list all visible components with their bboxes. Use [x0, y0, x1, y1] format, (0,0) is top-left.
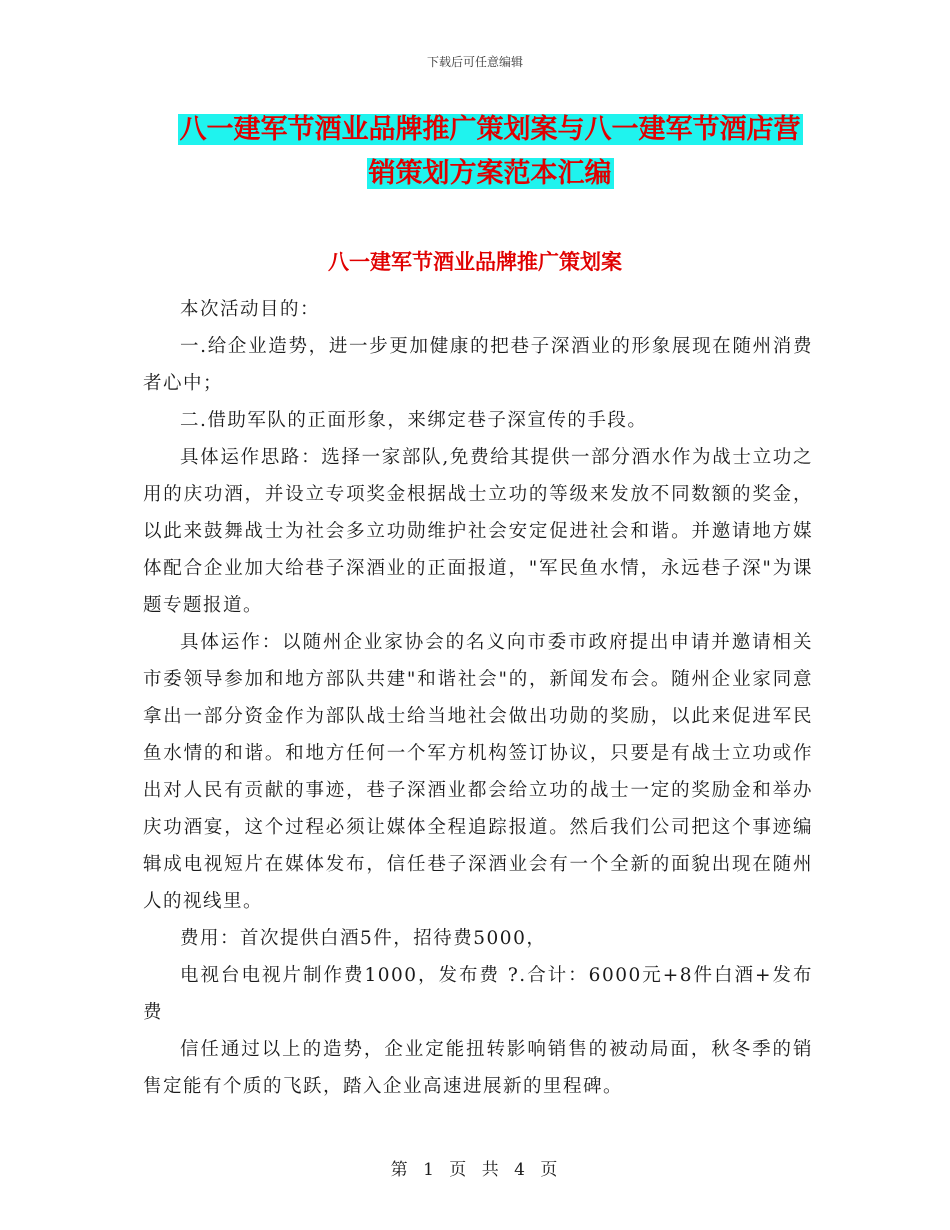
header-note: 下载后可任意编辑	[426, 55, 523, 69]
total-pages: 4	[514, 1160, 527, 1180]
paragraph: 具体运作思路：选择一家部队,免费给其提供一部分酒水作为战士立功之用的庆功酒，并设立专项奖金根据战士立功的等级来发放不同数额的奖金，以此来鼓舞战士为社会多立功勋维护社会安定促进社会和谐。并邀请地方媒体配合企业加大给巷子深酒业的正面报道，"军民鱼水情，永远巷子深"为课题专题报道。	[143, 447, 813, 616]
document-title-line2: 销策划方案范本汇编	[368, 158, 612, 189]
paragraph: 一.给企业造势，进一步更加健康的把巷子深酒业的形象展现在随州消费者心中；	[143, 336, 813, 394]
paragraph: 具体运作：以随州企业家协会的名义向市委市政府提出申请并邀请相关市委领导参加和地方部队共建"和谐社会"的，新闻发布会。随州企业家同意拿出一部分资金作为部队战士给当地社会做出功勋的奖励，以此来促进军民鱼水情的和谐。和地方任何一个军方机构签订协议，只要是有战士立功或作出对人民有贡献的事迹，巷子深酒业都会给立功的战士一定的奖励金和举办庆功酒宴，这个过程必须让媒体全程追踪报道。然后我们公司把这个事迹编辑成电视短片在媒体发布，信任巷子深酒业会有一个全新的面貌出现在随州人的视线里。	[143, 632, 813, 912]
page-footer	[0, 1155, 950, 1180]
section-title: 八一建军节酒业品牌推广策划案	[328, 250, 622, 274]
paragraph: 费用：首次提供白酒5件，招待费5000，	[180, 928, 547, 949]
total-label: 页	[540, 1160, 560, 1180]
document-body	[143, 291, 813, 1105]
paragraph: 电视台电视片制作费1000，发布费 ?.合计：6000元+8件白酒+发布费	[143, 965, 813, 1023]
total-prefix: 共	[481, 1160, 501, 1180]
page-number: 1	[423, 1160, 436, 1180]
paragraph: 本次活动目的：	[180, 299, 321, 320]
document-title-line1: 八一建军节酒业品牌推广策划案与八一建军节酒店营	[179, 114, 801, 145]
page-prefix: 第	[390, 1160, 410, 1180]
paragraph: 信任通过以上的造势，企业定能扭转影响销售的被动局面，秋冬季的销售定能有个质的飞跃，踏入企业高速进展新的里程碑。	[143, 1039, 813, 1097]
page-label: 页	[449, 1160, 469, 1180]
paragraph: 二.借助军队的正面形象，来绑定巷子深宣传的手段。	[180, 410, 648, 431]
document-title	[140, 108, 840, 196]
